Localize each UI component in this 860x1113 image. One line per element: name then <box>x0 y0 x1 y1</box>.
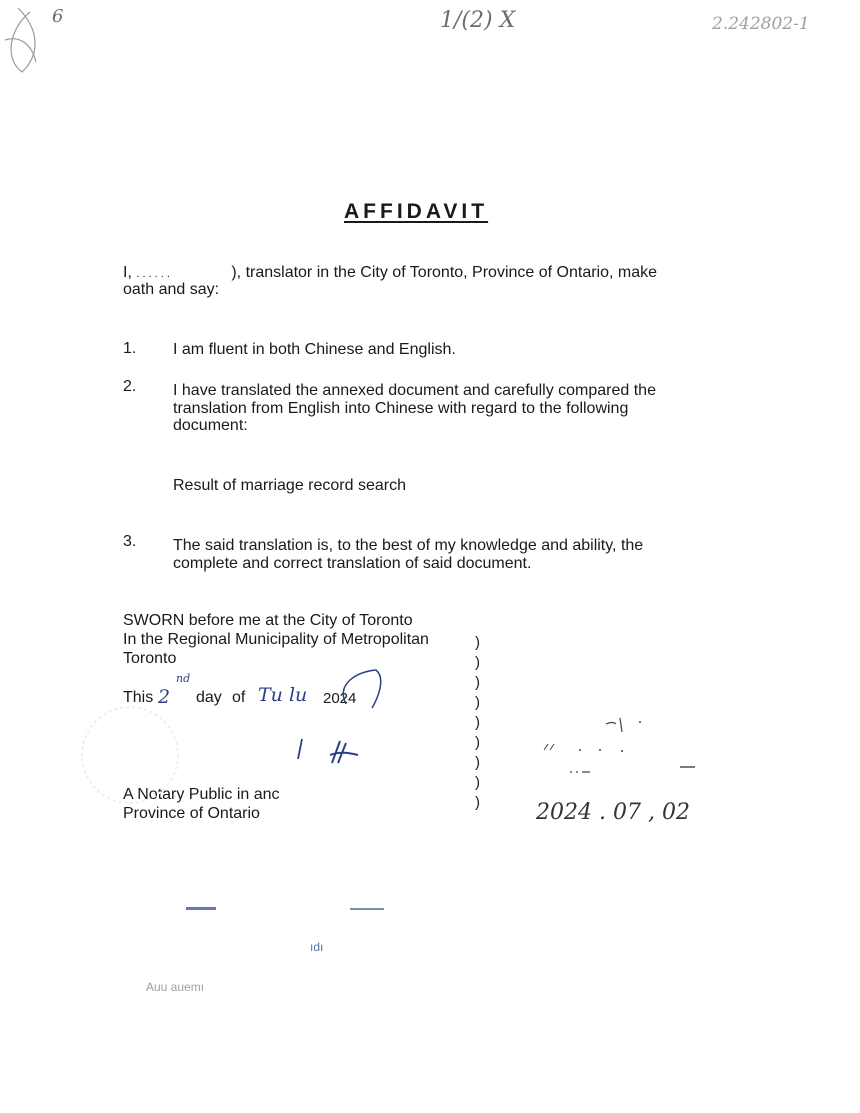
paren: ) <box>475 734 480 751</box>
notary-seal-icon <box>60 700 200 810</box>
year: 2024 <box>323 690 357 707</box>
notary-line-2: Province of Ontario <box>123 805 260 822</box>
sworn-line-3: Toronto <box>123 650 177 667</box>
paren: ) <box>475 694 480 711</box>
stamp-fragment-b: Auu auemı <box>146 980 205 994</box>
margin-mark-top-center: 1/(2) X <box>440 8 516 33</box>
intro-line-2: oath and say: <box>123 281 220 298</box>
intro-start: I, <box>123 264 132 281</box>
item-3-number: 3. <box>123 533 137 550</box>
sworn-line-2: In the Regional Municipality of Metropolitan <box>123 631 429 648</box>
paren: ) <box>475 714 480 731</box>
margin-mark-top-left: 6 <box>52 6 64 27</box>
margin-mark-top-right: 2.242802-1 <box>712 14 810 34</box>
handwritten-signature-date: 2024 . 07 , 02 <box>536 800 690 825</box>
item-2-line-3: document: <box>173 417 248 434</box>
paren: ) <box>475 754 480 771</box>
stamp-fragment-a: ıdı <box>310 940 324 954</box>
item-1-text: I am fluent in both Chinese and English. <box>173 341 456 358</box>
handwritten-day-suffix: nd <box>176 672 191 685</box>
handwritten-day: 2 <box>158 686 171 708</box>
intro-line-1 <box>123 264 657 282</box>
paren: ) <box>475 774 480 791</box>
paren: ) <box>475 634 480 651</box>
item-3-line-1: The said translation is, to the best of my knowledge and ability, the <box>173 537 644 554</box>
item-2-line-2: translation from English into Chinese with regard to the following <box>173 400 629 417</box>
notary-line-1: A Notary Public in anc <box>123 786 280 803</box>
stamp-bar-right <box>350 908 384 910</box>
month-scribble-icon <box>316 664 386 710</box>
of-label: of <box>232 689 246 706</box>
paren: ) <box>475 794 480 811</box>
paren: ) <box>475 674 480 691</box>
translator-signature-icon <box>530 710 710 780</box>
item-3-line-2: complete and correct translation of said document. <box>173 555 532 572</box>
item-2-number: 2. <box>123 378 137 395</box>
document-name: Result of marriage record search <box>173 477 406 494</box>
paren: ) <box>475 654 480 671</box>
handwritten-month: Tu lu <box>258 684 308 706</box>
item-1-number: 1. <box>123 340 137 357</box>
document-title: AFFIDAVIT <box>344 200 489 223</box>
stamp-bar-left <box>186 907 216 910</box>
day-label: day <box>196 689 222 706</box>
this-label: This <box>123 689 154 706</box>
item-2-line-1: I have translated the annexed document and carefully compared the <box>173 382 656 399</box>
intro-end: ), translator in the City of Toronto, Province of Ontario, make <box>231 264 658 281</box>
commissioner-signature-icon <box>290 733 370 773</box>
sworn-line-1: SWORN before me at the City of Toronto <box>123 612 413 629</box>
redacted-name: . . . . . . <box>136 268 170 280</box>
